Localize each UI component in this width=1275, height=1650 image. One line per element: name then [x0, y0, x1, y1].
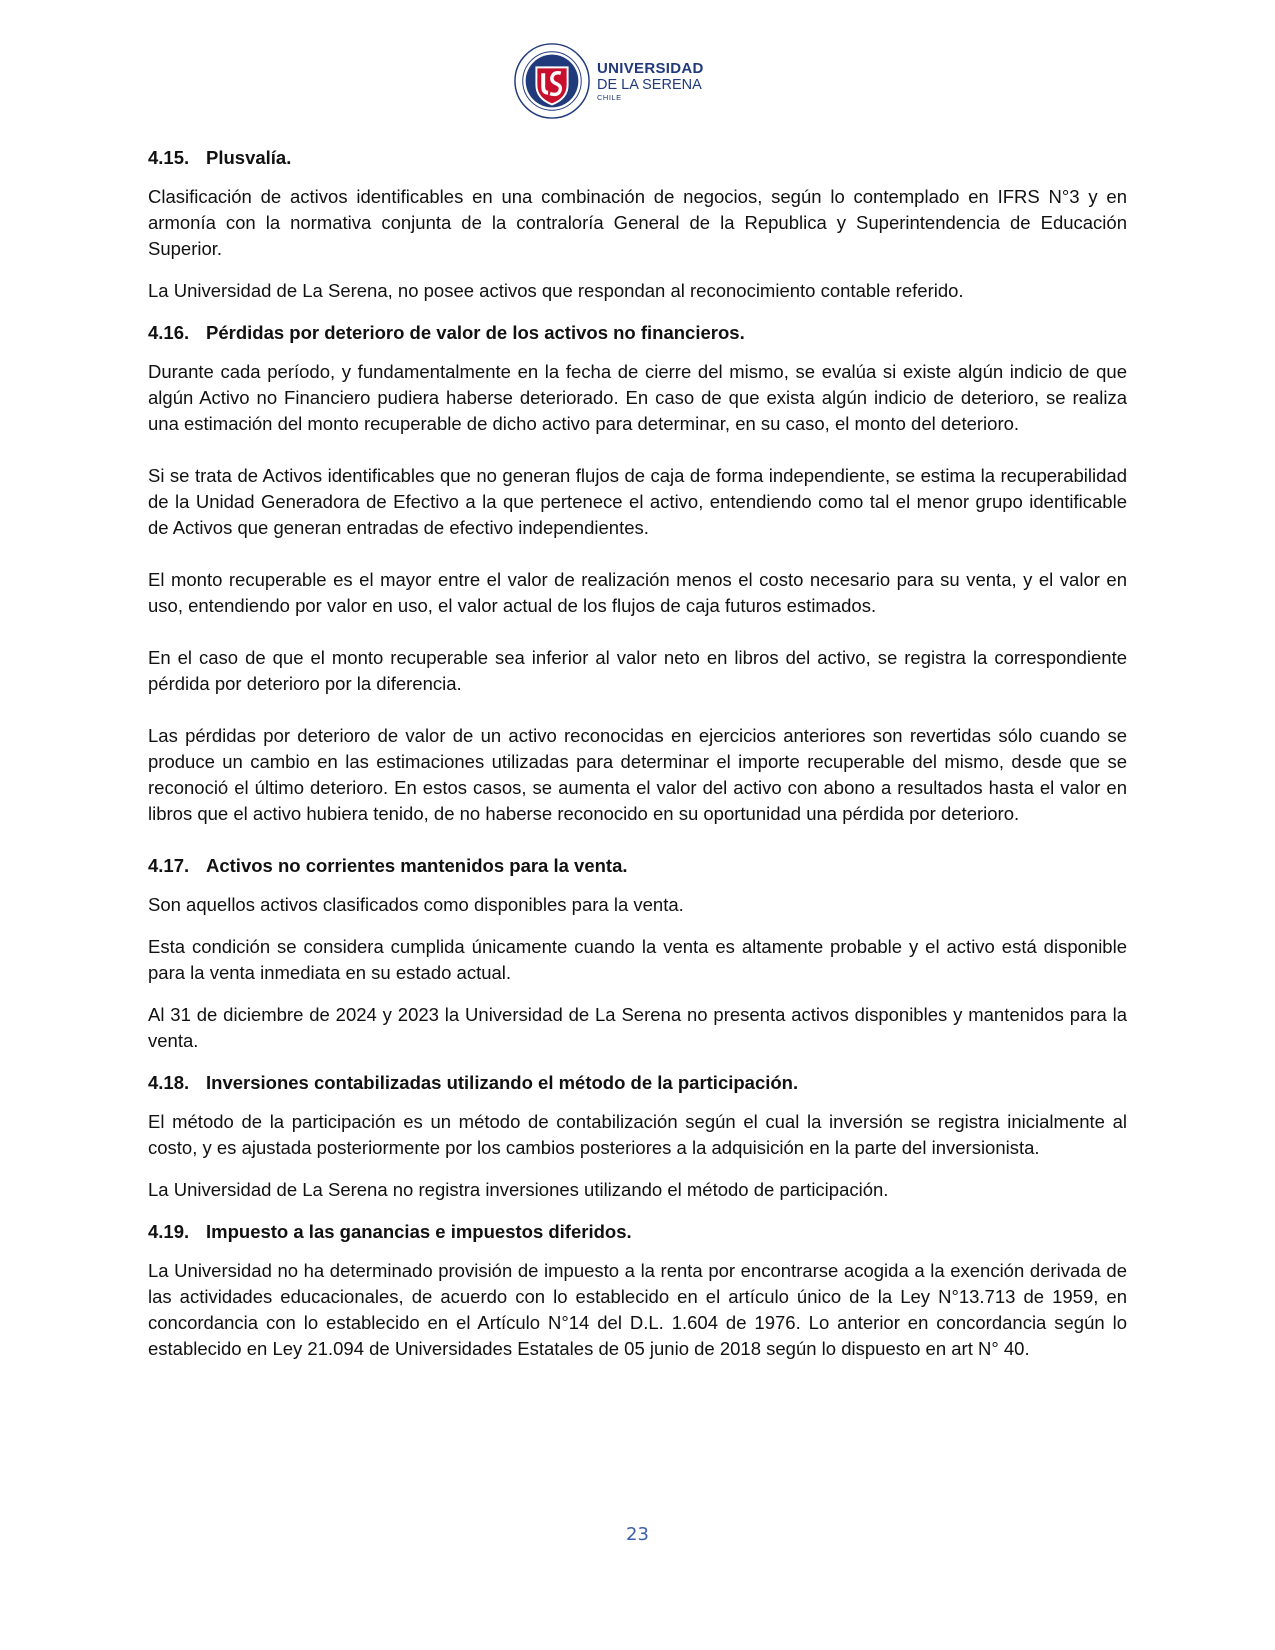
paragraph: Al 31 de diciembre de 2024 y 2023 la Universidad de La Serena no presenta activos disponibles y mantenidos para la venta.: [148, 1004, 1127, 1051]
paragraph: Son aquellos activos clasificados como disponibles para la venta.: [148, 894, 684, 915]
university-seal-icon: [513, 42, 591, 120]
logo-wordmark: [597, 61, 704, 102]
section-heading-4-15: 4.15. Plusvalía.: [148, 147, 292, 168]
section-heading-4-17: 4.17. Activos no corrientes mantenidos para la venta.: [148, 855, 628, 876]
logo-line-3: CHILE: [597, 93, 622, 102]
university-logo: [513, 40, 713, 122]
paragraph: El método de la participación es un método de contabilización según el cual la inversión se registra inicialmente al costo, y es ajustada posteriormente por los cambios posteriores a la adquisición en la parte del inversionista.: [148, 1111, 1127, 1158]
paragraph: Clasificación de activos identificables en una combinación de negocios, según lo contemplado en IFRS N°3 y en armonía con la normativa conjunta de la contraloría General de la Republica y Superintendencia de Educación Superior.: [148, 186, 1127, 259]
page-header: [0, 40, 1275, 122]
paragraph: Si se trata de Activos identificables que no generan flujos de caja de forma independiente, se estima la recuperabilidad de la Unidad Generadora de Efectivo a la que pertenece el activo, entendiendo como tal el menor grupo identificable de Activos que generan entradas de efectivo independientes.: [148, 465, 1127, 538]
paragraph: La Universidad no ha determinado provisión de impuesto a la renta por encontrarse acogida a la exención derivada de las actividades educacionales, de acuerdo con lo establecido en el artículo único de la Ley N°13.713 de 1959, en concordancia con lo establecido en el Artículo N°14 del D.L. 1.604 de 1976. Lo anterior en concordancia según lo establecido en Ley 21.094 de Universidades Estatales de 05 junio de 2018 según lo dispuesto en art N° 40.: [148, 1260, 1127, 1359]
paragraph: Las pérdidas por deterioro de valor de un activo reconocidas en ejercicios anteriores son revertidas sólo cuando se produce un cambio en las estimaciones utilizadas para determinar el importe recuperable del mismo, desde que se reconoció el último deterioro. En estos casos, se aumenta el valor del activo con abono a resultados hasta el valor en libros que el activo hubiera tenido, de no haberse reconocido en su oportunidad una pérdida por deterioro.: [148, 725, 1127, 824]
section-heading-4-16: 4.16. Pérdidas por deterioro de valor de los activos no financieros.: [148, 322, 745, 343]
logo-line-2: DE LA SERENA: [597, 76, 702, 93]
paragraph: La Universidad de La Serena, no posee activos que respondan al reconocimiento contable referido.: [148, 280, 964, 301]
paragraph: En el caso de que el monto recuperable sea inferior al valor neto en libros del activo, se registra la correspondiente pérdida por deterioro por la diferencia.: [148, 647, 1127, 694]
paragraph: El monto recuperable es el mayor entre el valor de realización menos el costo necesario para su venta, y el valor en uso, entendiendo por valor en uso, el valor actual de los flujos de caja futuros estimados.: [148, 569, 1127, 616]
section-heading-4-19: 4.19. Impuesto a las ganancias e impuestos diferidos.: [148, 1221, 632, 1242]
paragraph: Durante cada período, y fundamentalmente en la fecha de cierre del mismo, se evalúa si existe algún indicio de que algún Activo no Financiero pudiera haberse deteriorado. En caso de que exista algún indicio de deterioro, se realiza una estimación del monto recuperable de dicho activo para determinar, en su caso, el monto del deterioro.: [148, 361, 1127, 434]
document-body: [148, 145, 1127, 1378]
logo-line-1: UNIVERSIDAD: [597, 59, 704, 77]
paragraph: Esta condición se considera cumplida únicamente cuando la venta es altamente probable y el activo está disponible para la venta inmediata en su estado actual.: [148, 936, 1127, 983]
paragraph: La Universidad de La Serena no registra inversiones utilizando el método de participación.: [148, 1179, 889, 1200]
section-heading-4-18: 4.18. Inversiones contabilizadas utilizando el método de la participación.: [148, 1072, 799, 1093]
page-number: 23: [626, 1524, 649, 1545]
